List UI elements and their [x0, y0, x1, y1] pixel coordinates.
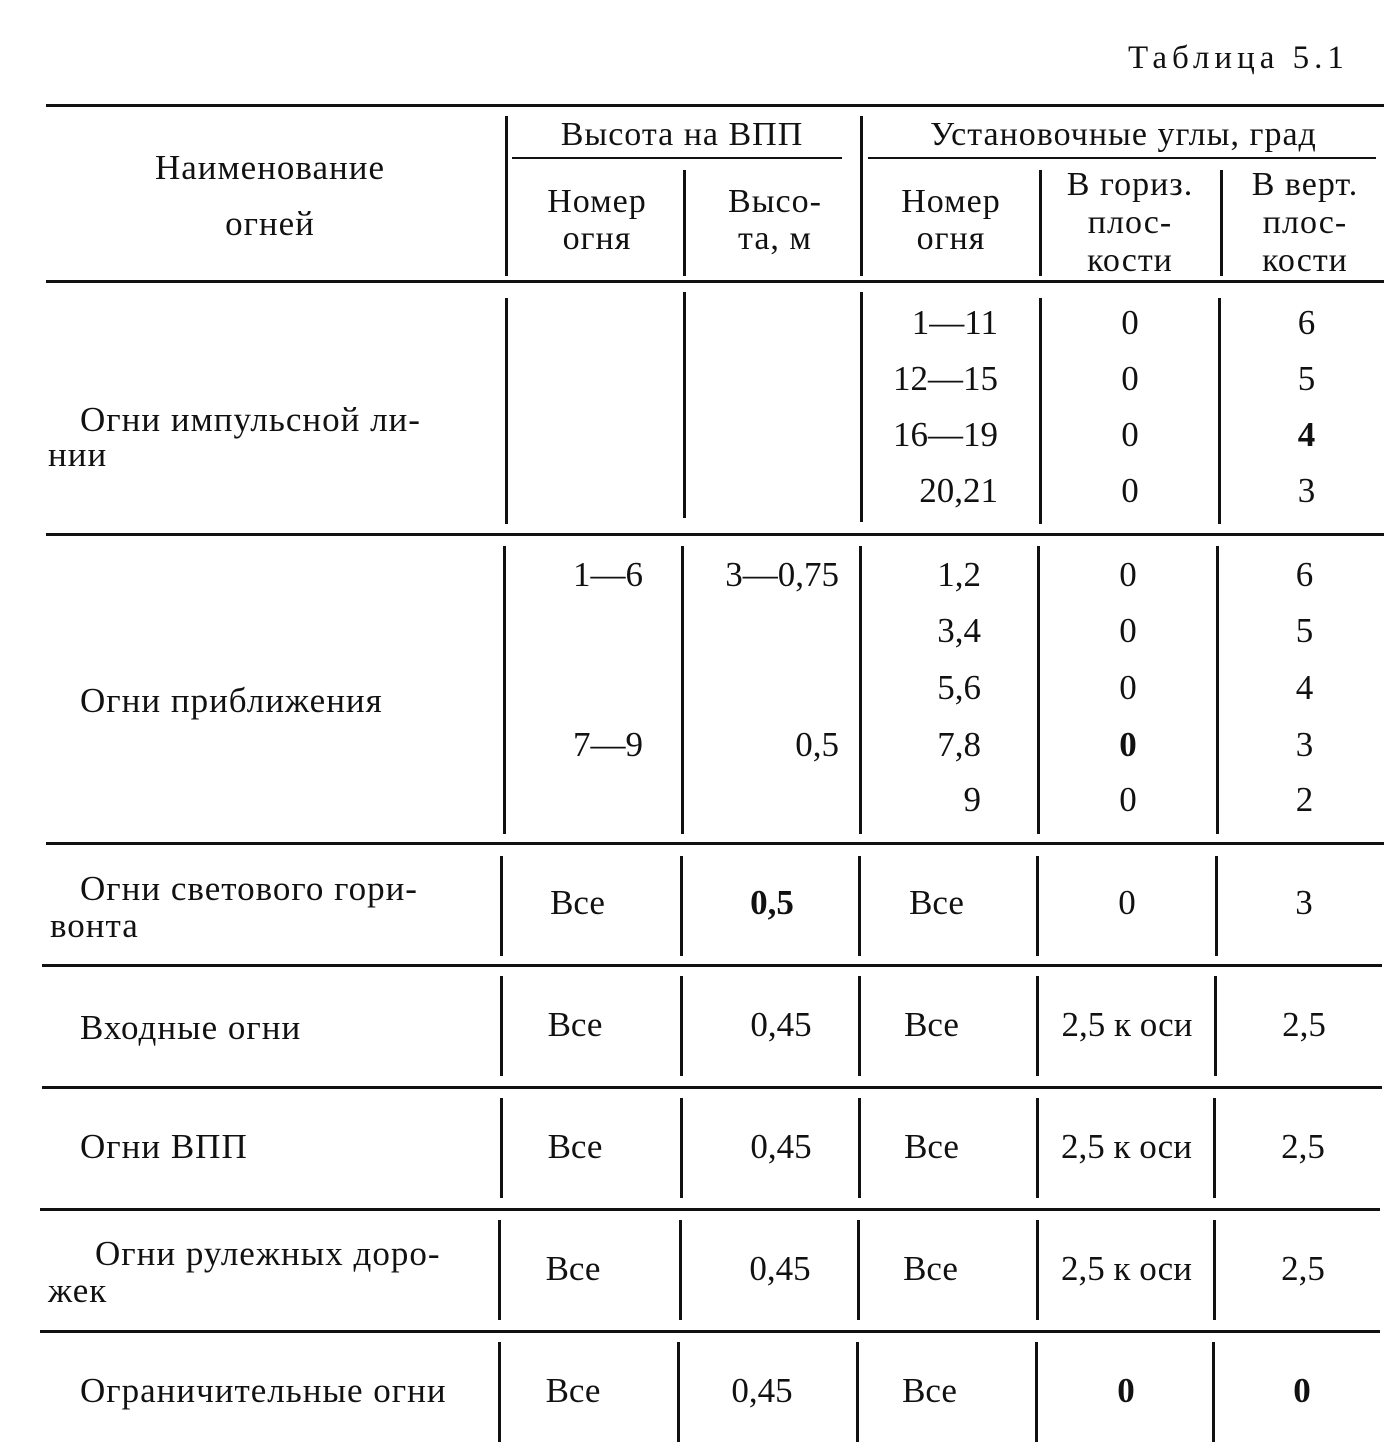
- column-rule: [1215, 856, 1218, 956]
- column-rule: [677, 1342, 680, 1442]
- column-rule: [500, 976, 503, 1076]
- column-rule: [1213, 1098, 1216, 1198]
- column-rule: [1035, 1342, 1038, 1442]
- column-rule: [1036, 856, 1039, 956]
- column-rule: [505, 116, 508, 276]
- table-caption: Таблица 5.1: [1128, 40, 1349, 76]
- column-rule: [680, 856, 683, 956]
- column-rule: [498, 1220, 501, 1320]
- column-rule: [859, 546, 862, 834]
- column-rule: [1212, 1342, 1215, 1442]
- column-rule: [1037, 546, 1040, 834]
- header-group-height: Высота на ВПП: [560, 116, 804, 153]
- column-rule: [683, 170, 686, 276]
- column-rule: [860, 116, 863, 276]
- row-rule: [46, 842, 1384, 845]
- column-rule: [1039, 170, 1042, 276]
- column-rule: [1036, 1098, 1039, 1198]
- column-rule: [498, 1342, 501, 1442]
- column-rule: [1036, 976, 1039, 1076]
- column-rule: [683, 292, 686, 518]
- column-rule: [858, 856, 861, 956]
- row-rule: [40, 1330, 1380, 1333]
- column-rule: [856, 1342, 859, 1442]
- column-rule: [1216, 546, 1219, 834]
- column-rule: [1036, 1220, 1039, 1320]
- column-rule: [680, 1098, 683, 1198]
- column-rule: [1214, 976, 1217, 1076]
- group-height-rule: [512, 157, 842, 159]
- column-rule: [1213, 1220, 1216, 1320]
- row-rule: [46, 533, 1384, 536]
- row-rule: [42, 1086, 1382, 1089]
- header-group-angles: Установочные углы, град: [930, 116, 1317, 153]
- column-rule: [680, 976, 683, 1076]
- column-rule: [1218, 298, 1221, 524]
- column-rule: [505, 298, 508, 524]
- header-bottom-rule: [46, 280, 1384, 283]
- row-rule: [42, 964, 1382, 967]
- group-angles-rule: [868, 157, 1376, 159]
- table-top-rule: [46, 104, 1384, 107]
- column-rule: [1039, 298, 1042, 524]
- row-rule: [40, 1208, 1380, 1211]
- column-rule: [1220, 170, 1223, 276]
- column-rule: [500, 1098, 503, 1198]
- column-rule: [679, 1220, 682, 1320]
- column-rule: [500, 856, 503, 956]
- column-rule: [860, 292, 863, 522]
